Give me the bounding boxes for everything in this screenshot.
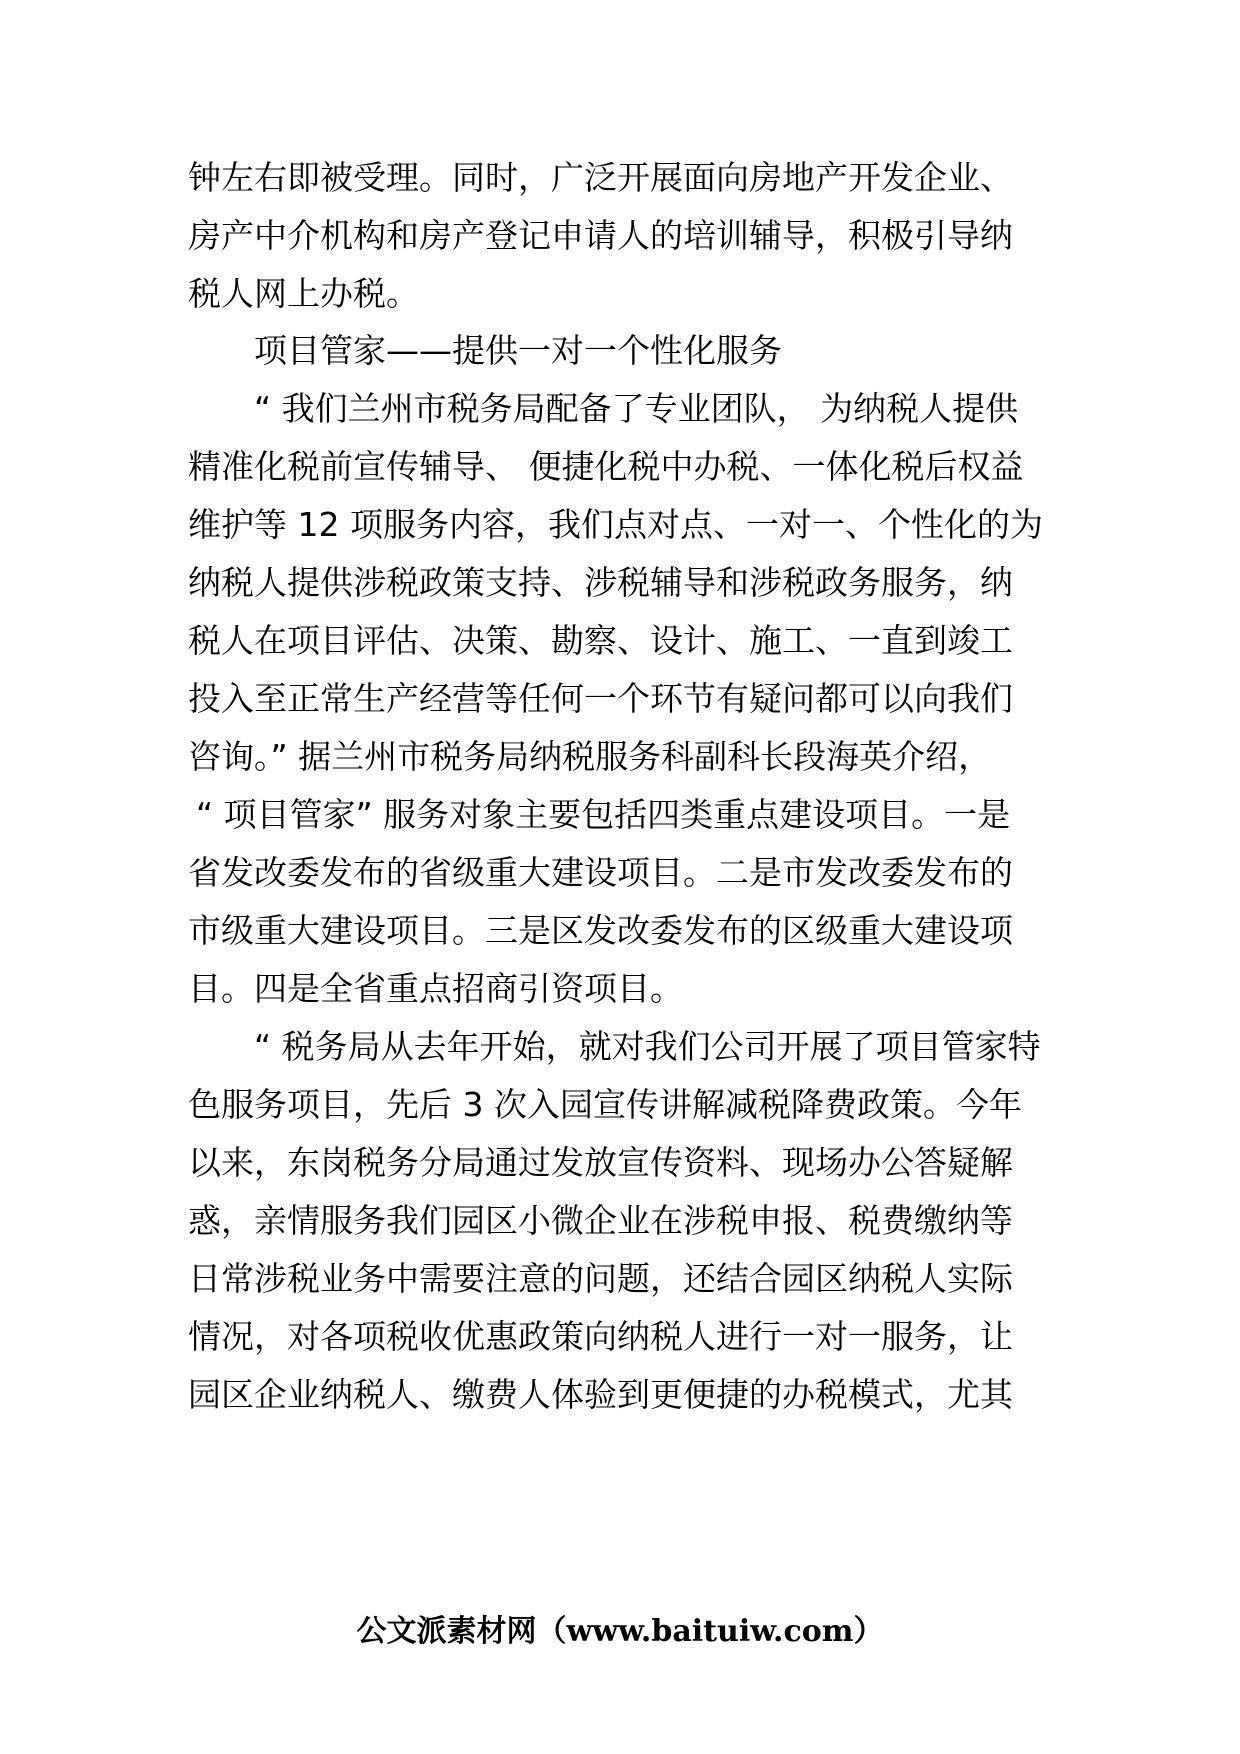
text-line: “ 项目管家” 服务对象主要包括四类重点建设项目。一是 bbox=[196, 795, 1011, 834]
text-line: 以来，东岗税务分局通过发放宣传资料、现场办公答疑解 bbox=[188, 1143, 1013, 1182]
text-line: 税人网上办税。 bbox=[188, 274, 419, 313]
text-line: 投入至正常生产经营等任何一个环节有疑问都可以向我们 bbox=[188, 679, 1013, 718]
text-line: 园区企业纳税人、缴费人体验到更便捷的办税模式，尤其 bbox=[188, 1375, 1013, 1414]
text-line: 日常涉税业务中需要注意的问题，还结合园区纳税人实际 bbox=[188, 1259, 1013, 1298]
text-line: 情况，对各项税收优惠政策向纳税人进行一对一服务，让 bbox=[188, 1317, 1013, 1356]
text-line: 维护等 12 项服务内容，我们点对点、一对一、个性化的为 bbox=[188, 505, 1043, 544]
text-line: 色服务项目，先后 3 次入园宣传讲解减税降费政策。今年 bbox=[188, 1085, 1022, 1124]
text-line: 目。四是全省重点招商引资项目。 bbox=[188, 969, 683, 1008]
text-line: 税人在项目评估、决策、勘察、设计、施工、一直到竣工 bbox=[188, 621, 1013, 660]
page-footer-watermark: 公文派素材网（www.baituiw.com） bbox=[356, 1614, 884, 1649]
text-line: 房产中介机构和房产登记申请人的培训辅导，积极引导纳 bbox=[188, 216, 1013, 255]
text-line: “ 税务局从去年开始，就对我们公司开展了项目管家特 bbox=[254, 1027, 1041, 1066]
text-line: 省发改委发布的省级重大建设项目。二是市发改委发布的 bbox=[188, 853, 1013, 892]
text-line: 纳税人提供涉税政策支持、涉税辅导和涉税政务服务，纳 bbox=[188, 563, 1013, 602]
section-heading: 项目管家——提供一对一个性化服务 bbox=[254, 331, 782, 370]
text-line: 咨询。” 据兰州市税务局纳税服务科副科长段海英介绍， bbox=[188, 737, 992, 776]
text-line: “ 我们兰州市税务局配备了专业团队， 为纳税人提供 bbox=[254, 389, 1019, 428]
text-line: 市级重大建设项目。三是区发改委发布的区级重大建设项 bbox=[188, 911, 1013, 950]
text-line: 钟左右即被受理。同时，广泛开展面向房地产开发企业、 bbox=[188, 158, 1013, 197]
text-line: 惑，亲情服务我们园区小微企业在涉税申报、税费缴纳等 bbox=[188, 1201, 1013, 1240]
text-line: 精准化税前宣传辅导、 便捷化税中办税、一体化税后权益 bbox=[188, 447, 1024, 486]
